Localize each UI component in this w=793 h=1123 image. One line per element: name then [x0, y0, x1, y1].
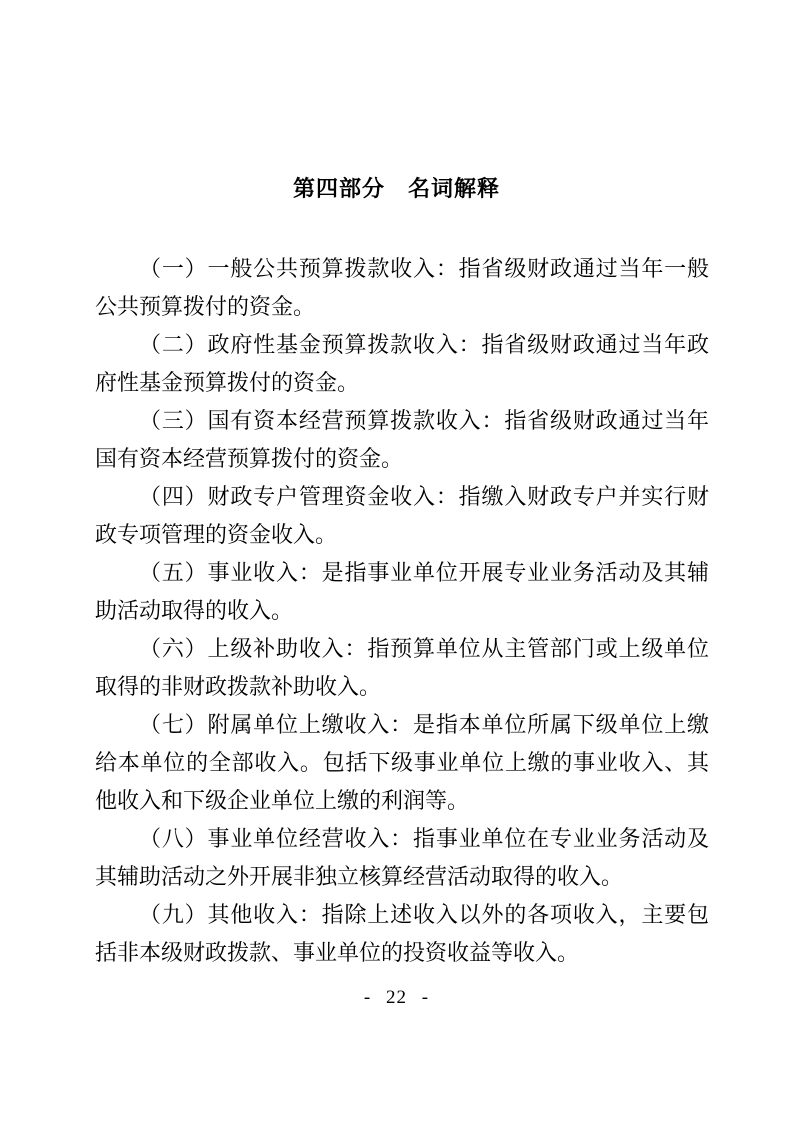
page-number: - 22 -: [363, 987, 430, 1008]
paragraph-definition-1: （一）一般公共预算拨款收入：指省级财政通过当年一般公共预算拨付的资金。: [95, 256, 709, 319]
paragraph-definition-8: （八）事业单位经营收入：指事业单位在专业业务活动及其辅助活动之外开展非独立核算经营活动取得的收入。: [95, 826, 709, 889]
paragraph-definition-3: （三）国有资本经营预算拨款收入：指省级财政通过当年国有资本经营预算拨付的资金。: [95, 408, 709, 471]
paragraph-definition-4: （四）财政专户管理资金收入：指缴入财政专户并实行财政专项管理的资金收入。: [95, 484, 709, 547]
document-body: [95, 250, 709, 972]
paragraph-definition-5: （五）事业收入：是指事业单位开展专业业务活动及其辅助活动取得的收入。: [95, 560, 709, 623]
paragraph-definition-6: （六）上级补助收入：指预算单位从主管部门或上级单位取得的非财政拨款补助收入。: [95, 636, 709, 699]
paragraph-definition-2: （二）政府性基金预算拨款收入：指省级财政通过当年政府性基金预算拨付的资金。: [95, 332, 709, 395]
paragraph-definition-9: （九）其他收入：指除上述收入以外的各项收入，主要包括非本级财政拨款、事业单位的投资收益等收入。: [95, 902, 709, 965]
section-title: 第四部分 名词解释: [292, 176, 500, 201]
paragraph-definition-7: （七）附属单位上缴收入：是指本单位所属下级单位上缴给本单位的全部收入。包括下级事业单位上缴的事业收入、其他收入和下级企业单位上缴的利润等。: [95, 712, 709, 813]
page-footer: [0, 988, 793, 1008]
